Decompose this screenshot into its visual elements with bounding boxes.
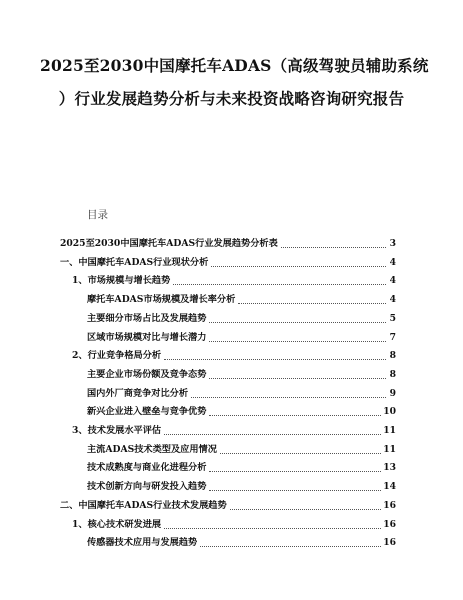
toc-heading: 目录 <box>87 209 108 221</box>
toc-page-number: 7 <box>389 331 396 343</box>
toc-entry[interactable] <box>72 344 396 362</box>
toc-page-number: 8 <box>389 368 396 380</box>
toc-entry-title: 新兴企业进入壁垒与竞争优势 <box>87 406 207 418</box>
toc-entry[interactable] <box>72 269 396 287</box>
toc-entry[interactable] <box>87 382 396 400</box>
toc-entry-title: 二、中国摩托车ADAS行业技术发展趋势 <box>60 499 227 511</box>
toc-entry-title: 一、中国摩托车ADAS行业现状分析 <box>60 256 209 268</box>
toc-entry-title: 3、技术发展水平评估 <box>72 425 162 436</box>
toc-dot-leader <box>238 303 386 304</box>
toc-entry-title: 1、市场规模与增长趋势 <box>72 275 171 287</box>
toc-page-number: 5 <box>389 312 396 324</box>
toc-dot-leader <box>209 415 381 416</box>
toc-entry-title: 1、核心技术研发进展 <box>72 518 162 530</box>
toc-dot-leader <box>191 397 386 398</box>
toc-entry-title: 技术成熟度与商业化进程分析 <box>87 462 207 474</box>
toc-page-number: 8 <box>389 350 396 362</box>
toc-page-number: 16 <box>383 499 396 511</box>
toc-page-number: 16 <box>383 518 396 530</box>
toc-entry[interactable] <box>87 475 396 493</box>
toc-entry[interactable] <box>87 307 396 325</box>
toc-dot-leader <box>200 546 381 547</box>
toc-page-number: 9 <box>389 387 396 399</box>
toc-entry[interactable] <box>87 363 396 381</box>
toc-entry-title: 国内外厂商竞争对比分析 <box>87 387 189 399</box>
toc-entry-title: 区域市场规模对比与增长潜力 <box>87 331 207 343</box>
toc-page-number: 4 <box>389 294 396 306</box>
toc-entry[interactable] <box>60 251 396 269</box>
toc-page-number: 4 <box>389 275 396 287</box>
toc-entry[interactable] <box>87 326 396 344</box>
toc-page-number: 16 <box>383 537 396 549</box>
toc-entry[interactable] <box>60 232 396 250</box>
toc-page-number: 11 <box>383 443 396 455</box>
toc-entry[interactable] <box>60 494 396 512</box>
toc-page-number: 4 <box>389 256 396 268</box>
toc-dot-leader <box>209 378 386 379</box>
toc-entry[interactable] <box>87 531 396 549</box>
toc-entry-title: 传感器技术应用与发展趋势 <box>87 537 198 549</box>
toc-dot-leader <box>220 453 381 454</box>
toc-entry-title: 摩托车ADAS市场规模及增长率分析 <box>87 294 236 306</box>
toc-entry[interactable] <box>87 438 396 456</box>
toc-dot-leader <box>164 434 381 435</box>
toc-page-number: 3 <box>389 238 396 249</box>
toc-dot-leader <box>209 471 381 472</box>
toc-dot-leader <box>164 359 386 360</box>
toc-dot-leader <box>209 341 386 342</box>
toc-dot-leader <box>209 322 386 323</box>
toc-entry-title: 2025至2030中国摩托车ADAS行业发展趋势分析表 <box>60 238 278 249</box>
toc-entry[interactable] <box>87 400 396 418</box>
toc-dot-leader <box>211 266 386 267</box>
toc-entry[interactable] <box>87 456 396 474</box>
toc-dot-leader <box>209 490 381 491</box>
toc-page-number: 10 <box>383 406 396 418</box>
toc-entry[interactable] <box>87 288 396 306</box>
toc-entry[interactable] <box>72 513 396 531</box>
toc-dot-leader <box>230 509 382 510</box>
document-title-line-1: 2025至2030中国摩托车ADAS（高级驾驶员辅助系统 <box>40 56 429 75</box>
toc-page-number: 14 <box>383 481 396 493</box>
toc-entry-title: 主要细分市场占比及发展趋势 <box>87 312 207 324</box>
toc-page-number: 11 <box>383 425 396 436</box>
toc-entry-title: 2、行业竞争格局分析 <box>72 350 162 362</box>
toc-dot-leader <box>164 528 381 529</box>
toc-page-number: 13 <box>383 462 396 474</box>
toc-dot-leader <box>281 247 386 248</box>
document-title-line-2: ）行业发展趋势分析与未来投资战略咨询研究报告 <box>58 89 405 108</box>
toc-entry-title: 主要企业市场份额及竞争态势 <box>87 368 207 380</box>
toc-entry-title: 技术创新方向与研发投入趋势 <box>87 481 207 493</box>
toc-entry[interactable] <box>72 419 396 437</box>
toc-dot-leader <box>173 284 386 285</box>
toc-entry-title: 主流ADAS技术类型及应用情况 <box>87 443 217 455</box>
